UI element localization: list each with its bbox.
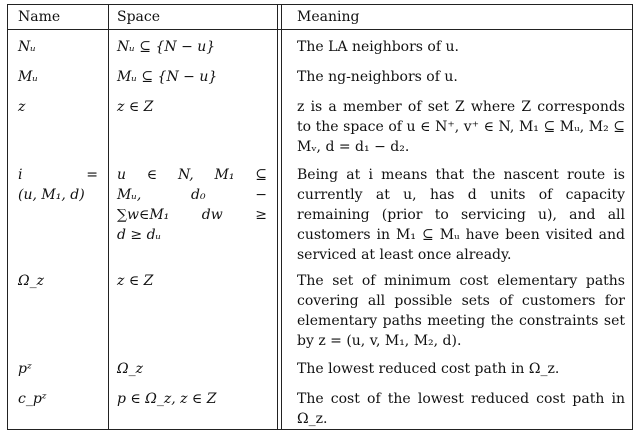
row-space-line: ∑w∈M₁ dw ≥ [117, 207, 267, 223]
column-divider-double-left [277, 5, 278, 429]
header-space: Space [117, 9, 161, 25]
row-space: z ∈ Z [117, 273, 154, 289]
row-name: Ω_z [18, 273, 44, 289]
row-space: p ∈ Ω_z, z ∈ Z [117, 391, 217, 407]
row-name: Mᵤ [18, 69, 38, 85]
notation-table [7, 4, 633, 430]
row-name-line2: (u, M₁, d) [18, 187, 85, 203]
header-name: Name [18, 9, 61, 25]
row-space-line: Mᵤ, d₀ − [117, 187, 267, 203]
row-space-line: u ∈ N, M₁ ⊆ [117, 167, 267, 183]
row-meaning: The lowest reduced cost path in Ω_z. [297, 361, 560, 377]
column-divider-double-right [281, 5, 282, 429]
row-name: pᶻ [18, 361, 32, 377]
header-meaning: Meaning [297, 9, 360, 25]
row-meaning: The cost of the lowest reduced cost path in Ω_z. [297, 391, 625, 427]
row-name: Nᵤ [18, 39, 36, 55]
row-meaning: The ng-neighbors of u. [297, 69, 458, 85]
column-divider-name-space [108, 5, 109, 429]
row-name: c_pᶻ [18, 391, 47, 407]
row-name-line1: i = [18, 167, 98, 183]
row-meaning: The LA neighbors of u. [297, 39, 459, 55]
row-space-line: d ≥ dᵤ [117, 227, 162, 243]
row-space: Ω_z [117, 361, 143, 377]
row-name: z [18, 99, 26, 115]
header-rule [8, 29, 632, 30]
row-meaning: z is a member of set Z where Z corresponds to the space of u ∈ N⁺, v⁺ ∈ N, M₁ ⊆ Mᵤ, M₂ ⊆ Mᵥ, d = d₁ − d₂. [297, 99, 625, 155]
row-meaning: The set of minimum cost elementary paths covering all possible sets of customers for elementary paths meeting the constraints set by z = (u, v, M₁, M₂, d). [297, 273, 625, 349]
row-meaning: Being at i means that the nascent route is currently at u, has d units of capacity remaining (prior to servicing u), and all customers in M₁ ⊆ Mᵤ have been visited and serviced at least once already. [297, 167, 625, 263]
row-space: Nᵤ ⊆ {N − u} [117, 39, 216, 55]
row-space: Mᵤ ⊆ {N − u} [117, 69, 218, 85]
row-space: z ∈ Z [117, 99, 154, 115]
